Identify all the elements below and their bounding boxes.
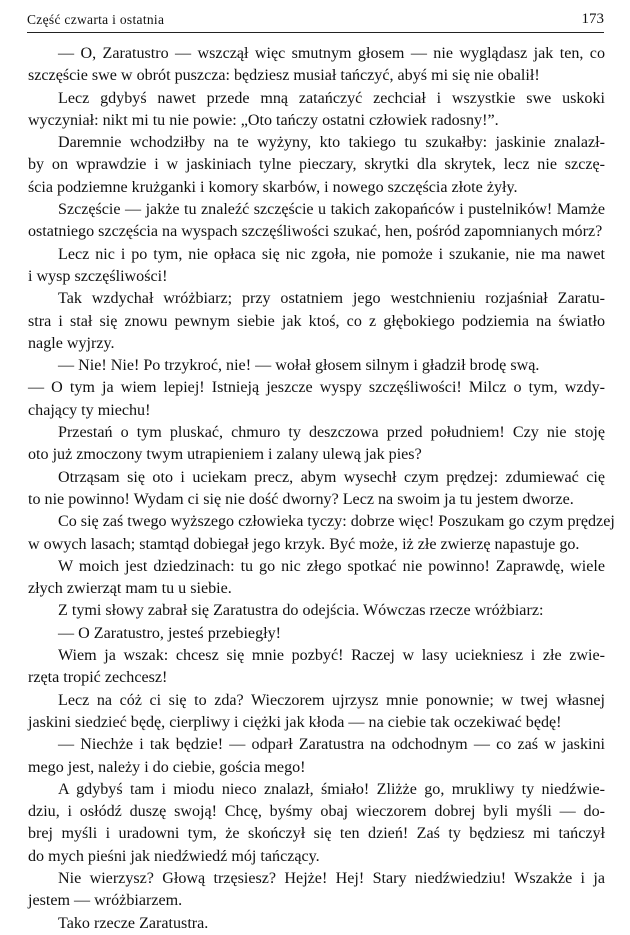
running-head [27, 10, 604, 33]
running-head-title: Część czwarta i ostatnia [27, 12, 165, 27]
text-line: ścia podziemne krużganki i komory skarbów, i nowego szczęścia złote żyły. [28, 178, 518, 196]
text-line: Tak wzdychał wróżbiarz; przy ostatniem jego westchnieniu rozjaśniał Zaratu- [58, 290, 605, 308]
text-line: Szczęście — jakże tu znaleźć szczęście u takich zakopańców i pustelników! Mamże [58, 201, 605, 219]
text-line: Otrząsam się oto i uciekam precz, abym wysechł czym prędzej: zdumiewać cię [58, 468, 605, 486]
text-line: Przestań o tym pluskać, chmuro ty deszczowa przed południem! Czy nie stoję [58, 424, 605, 442]
text-line: wyczyniał: nikt mi tu nie powie: „Oto tańczy ostatni człowiek radosny!”. [28, 111, 499, 129]
text-line: — Niechże i tak będzie! — odparł Zaratustra na odchodnym — co zaś w jaskini [58, 736, 605, 754]
text-line: w owych lasach; stamtąd dobiegał jego krzyk. Być może, iż złe zwierzę napastuje go. [28, 535, 580, 553]
text-line: Nie wierzysz? Głową trzęsiesz? Hejże! Hej! Stary niedźwiedziu! Wszakże i ja [58, 869, 605, 887]
text-line: Lecz na cóż ci się to zda? Wieczorem ujrzysz mnie ponownie; w twej własnej [58, 691, 605, 709]
text-line: mego jest, należy i do ciebie, gościa mego! [28, 758, 306, 776]
text-line: Tako rzecze Zaratustra. [58, 914, 209, 932]
text-line: ostatniego szczęścia na wyspach szczęśliwości szukać, hen, pośród zapomnianych mórz? [28, 223, 603, 241]
text-line: dziu, i osłódź duszę swoją! Chcę, byśmy obaj wieczorem dobrej byli myśli — do- [28, 803, 605, 821]
text-line: stra i stał się znowu pewnym siebie jak ktoś, co z głębokiego podziemia na światło [28, 312, 605, 330]
text-line: Co się zaś twego wyższego człowieka tyczy: dobrze więc! Poszukam go czym prędzej [58, 513, 615, 531]
text-line: — Nie! Nie! Po trzykroć, nie! — wołał głosem silnym i gładził brodę swą. [58, 357, 540, 375]
text-line: by on wprawdzie i w jaskiniach tylne pieczary, skrytki dla skrytek, lecz nie szczę- [28, 156, 605, 174]
text-line: do mych pieśni jak niedźwiedź mój tańczący. [28, 847, 320, 865]
text-line: Z tymi słowy zabrał się Zaratustra do odejścia. Wówczas rzecze wróżbiarz: [58, 602, 544, 620]
text-line: Lecz gdybyś nawet przede mną zatańczyć zechciał i wszystkie swe uskoki [58, 89, 605, 107]
text-line: to nie powinno! Wydam ci się nie dość dworny? Lecz na swoim ja tu jestem dworze. [28, 490, 574, 508]
text-line: — O, Zaratustro — wszczął więc smutnym głosem — nie wyglądasz jak ten, co [58, 45, 605, 62]
text-line: — O tym ja wiem lepiej! Istnieją jeszcze wyspy szczęśliwości! Milcz o tym, wzdy- [28, 379, 605, 397]
text-line: oto już zmoczony twym utrapieniem i zalany ulewą jak pies? [28, 446, 422, 464]
text-line: jaskini siedzieć będę, cierpliwy i ciężki jak kłoda — na ciebie tak oczekiwać będę! [28, 713, 562, 731]
text-line: Lecz nic i po tym, nie opłaca się nic zgoła, nie pomoże i szukanie, nie ma nawet [58, 245, 605, 263]
text-line: chający ty miechu! [28, 401, 151, 419]
text-line: złych zwierząt mam tu u siebie. [28, 580, 232, 598]
text-line: szczęście swe w obrót puszcza: będziesz musiał tańczyć, abyś mi się nie obalił! [28, 67, 540, 85]
text-line: brej myśli i uradowni tym, że skończył się ten dzień! Zaś ty będziesz mi tańczył [28, 825, 605, 843]
text-line: jestem — wróżbiarzem. [28, 892, 183, 910]
text-line: A gdybyś tam i miodu nieco znalazł, śmiało! Zliżże go, mrukliwy ty niedźwie- [58, 780, 605, 798]
text-line: i wysp szczęśliwości! [28, 267, 168, 285]
text-line: W moich jest dziedzinach: tu go nic złego spotkać nie powinno! Zaprawdę, wiele [58, 557, 605, 575]
page-number: 173 [581, 11, 604, 27]
text-line: rzęta tropić zechcesz! [28, 669, 168, 687]
body-text [28, 43, 615, 935]
text-line: nagle wyjrzy. [28, 334, 115, 352]
text-line: Wiem ja wszak: chcesz się mnie pozbyć! Raczej w lasy uciekniesz i złe zwie- [58, 647, 605, 665]
text-line: Daremnie wchodziłby na te wyżyny, kto takiego tu szukałby: jaskinie znalazł- [58, 134, 605, 152]
text-line: — O Zaratustro, jesteś przebiegły! [58, 624, 282, 642]
